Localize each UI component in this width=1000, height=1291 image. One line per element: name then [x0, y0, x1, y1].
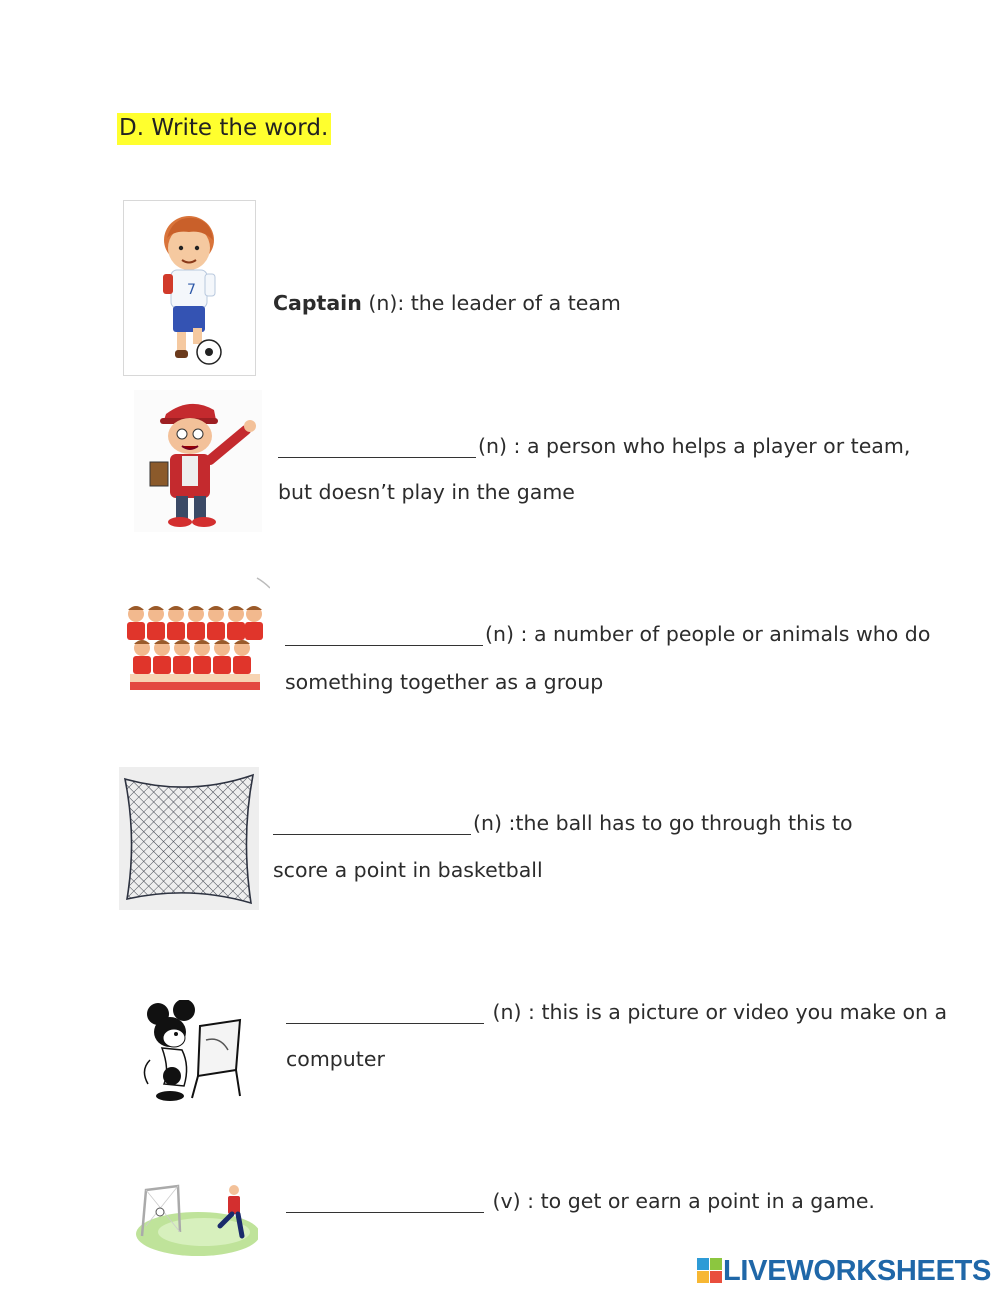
definition-text-6a: : to get or earn a point in a game.	[520, 1189, 875, 1213]
net-picture	[119, 767, 259, 910]
answer-blank-5[interactable]	[286, 1001, 484, 1024]
answer-blank-6[interactable]	[286, 1190, 484, 1213]
part-of-speech-2: (n)	[478, 434, 507, 458]
team-group-picture	[124, 576, 270, 694]
definition-text-3a: : a number of people or animals who do	[514, 622, 931, 646]
liveworksheets-logo	[697, 1255, 991, 1287]
definition-1	[273, 291, 621, 315]
answer-blank-4[interactable]	[273, 812, 471, 835]
cartoon-mouse-drawing-picture	[140, 1000, 252, 1104]
definition-5	[286, 1000, 947, 1024]
definition-text-2b: but doesn’t play in the game	[278, 480, 575, 504]
answer-blank-3[interactable]	[285, 623, 483, 646]
definition-2	[278, 434, 910, 458]
worksheet-heading: D. Write the word.	[117, 113, 331, 145]
definition-text-4a: :the ball has to go through this to	[502, 811, 853, 835]
soccer-captain-boy-picture	[123, 200, 256, 376]
part-of-speech-6: (v)	[486, 1189, 521, 1213]
definition-text-3b: something together as a group	[285, 670, 604, 694]
definition-3	[285, 622, 930, 646]
definition-text-2a: : a person who helps a player or team,	[507, 434, 911, 458]
part-of-speech-5: (n)	[486, 1000, 522, 1024]
definition-text-5b: computer	[286, 1047, 385, 1071]
brand-name: LIVEWORKSHEETS	[723, 1254, 992, 1287]
part-of-speech-1: (n)	[368, 291, 398, 315]
svg-text:7: 7	[187, 282, 196, 298]
part-of-speech-3: (n)	[485, 622, 514, 646]
answer-blank-2[interactable]	[278, 435, 476, 458]
definition-text-1: : the leader of a team	[397, 291, 621, 315]
definition-4	[273, 811, 853, 835]
coach-picture	[134, 390, 262, 532]
definition-text-4b: score a point in basketball	[273, 858, 543, 882]
definition-6	[286, 1189, 875, 1213]
part-of-speech-4: (n)	[473, 811, 502, 835]
liveworksheets-logo-icon	[697, 1258, 723, 1284]
player-kicking-goal-picture	[134, 1176, 258, 1258]
term-captain: Captain	[273, 291, 362, 315]
definition-text-5a: : this is a picture or video you make on a	[521, 1000, 948, 1024]
